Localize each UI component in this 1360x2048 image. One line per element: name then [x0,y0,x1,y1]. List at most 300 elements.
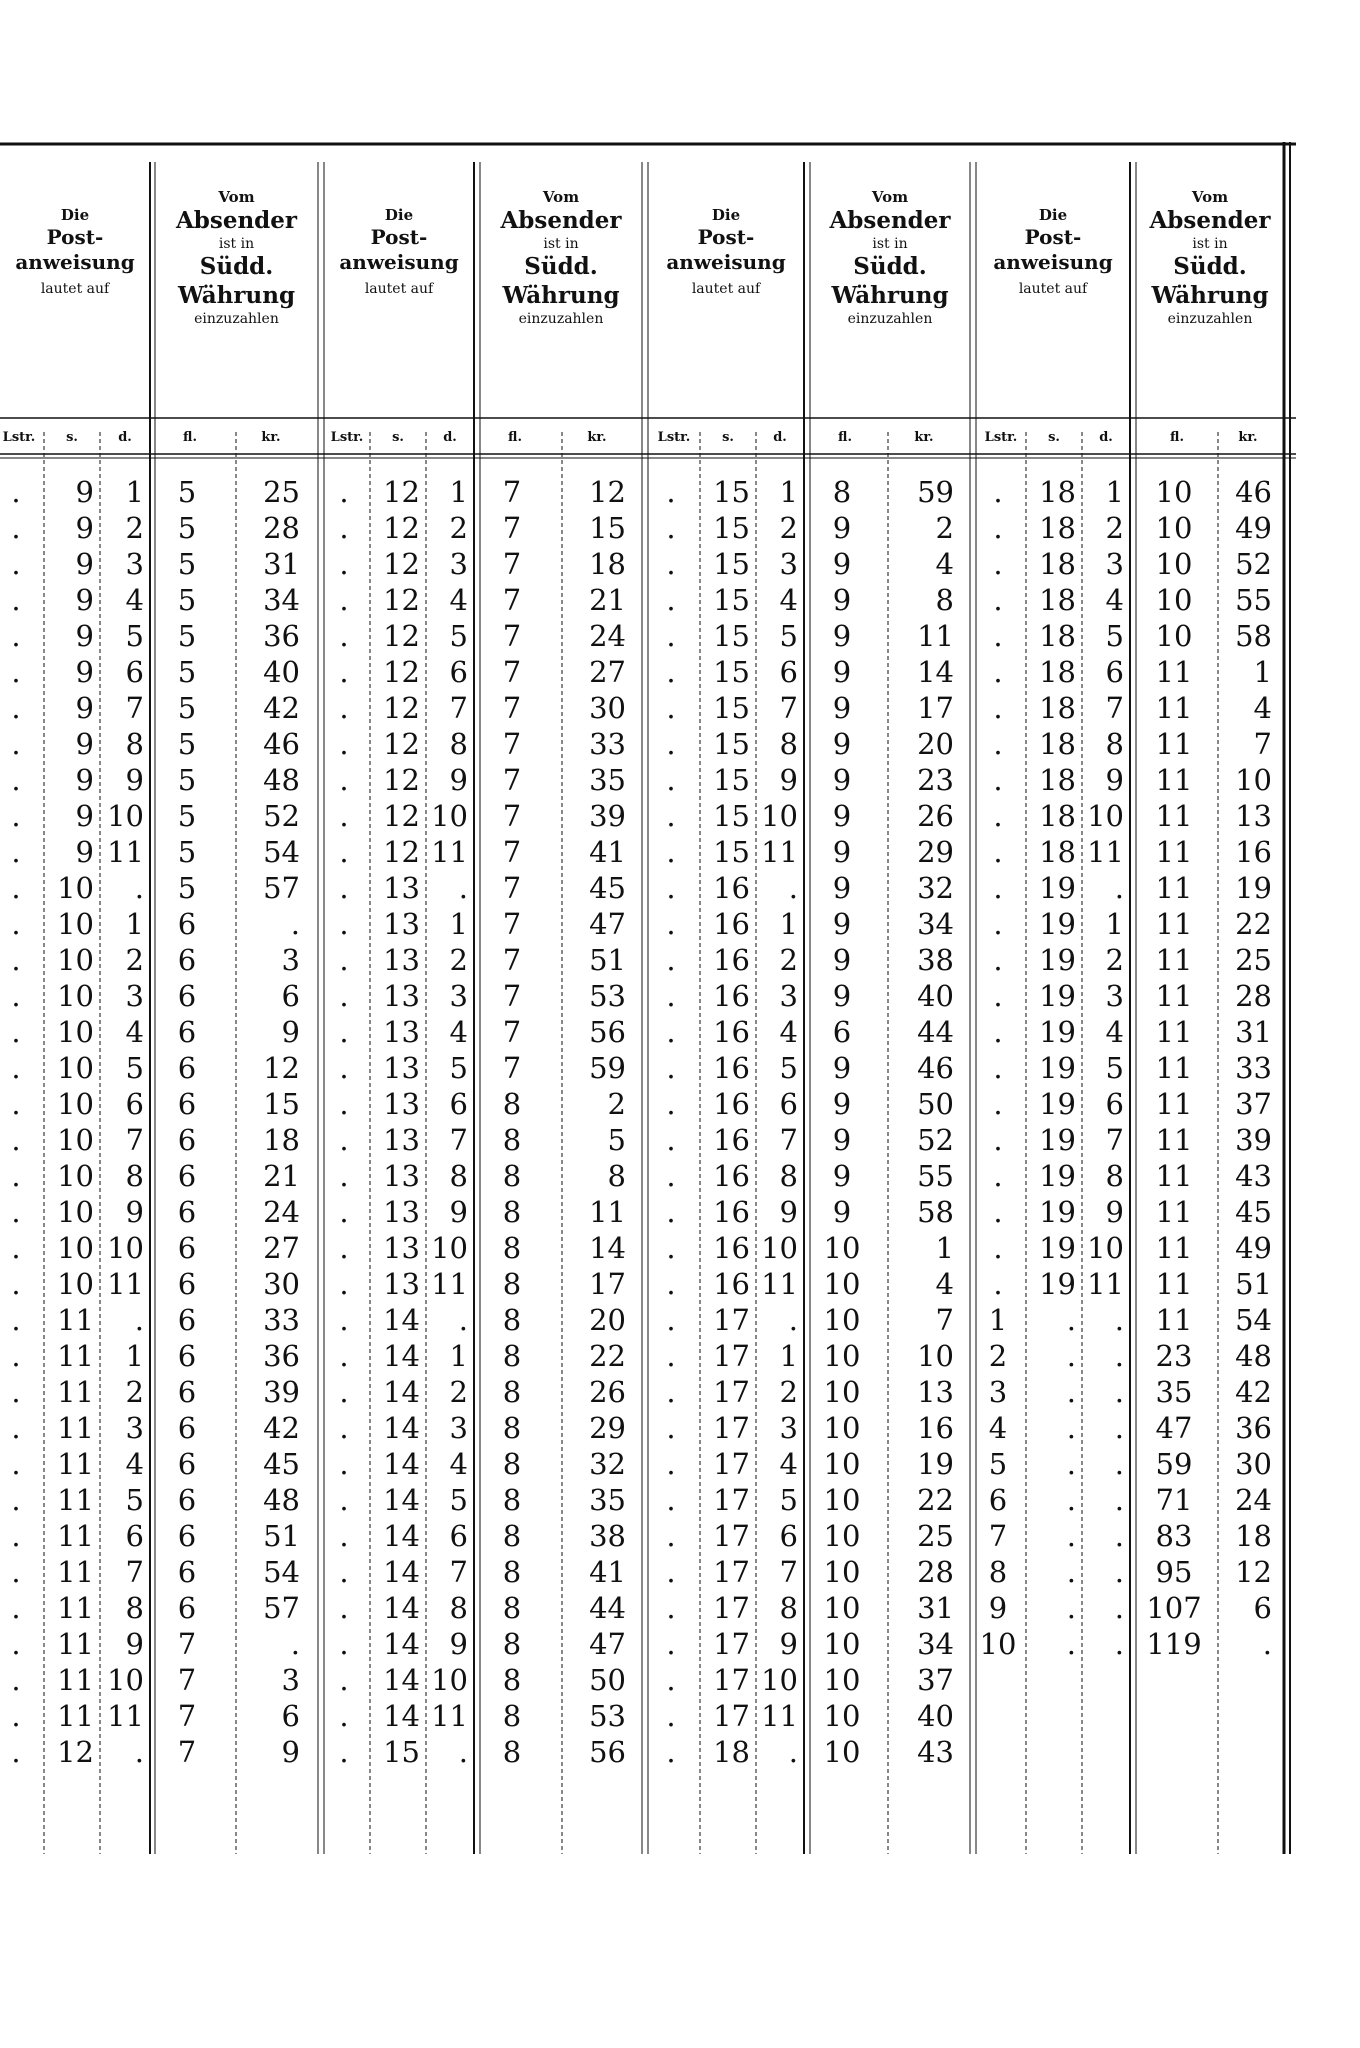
table-cell: . [666,1519,676,1553]
table-cell: 43 [917,1735,954,1769]
table-cell: 9 [1105,763,1124,797]
column-kr [236,474,300,1770]
table-cell: 4 [935,547,954,581]
table-cell: 39 [1235,1123,1272,1157]
table-cell: 11 [1155,1303,1193,1337]
table-cell: . [458,1303,468,1337]
unit-label-fl: fl. [838,430,852,445]
table-cell: 18 [1235,1519,1272,1553]
table-cell: 41 [589,835,626,869]
table-cell: . [339,1735,349,1769]
table-cell: . [1114,1627,1124,1661]
table-cell: . [666,691,676,725]
table-cell: 19 [1039,1159,1076,1193]
table-cell: 17 [713,1483,750,1517]
table-cell: 10 [761,799,798,833]
unit-label-fl: fl. [1170,430,1184,445]
table-cell [976,1662,1020,1698]
table-cell: 48 [263,1483,300,1517]
table-cell: . [339,1447,349,1481]
table-cell: 9 [832,1195,852,1229]
postanweisung-heading [324,206,474,298]
table-cell: 12 [589,475,626,509]
table-cell: 11 [761,835,798,869]
absender-line2: Absender [829,206,951,234]
table-cell: 16 [713,1159,750,1193]
table-cell: 11 [57,1375,94,1409]
table-cell: . [11,1051,21,1085]
unit-label-s: s. [1048,430,1060,445]
table-cell: 9 [449,1195,468,1229]
table-cell: 10 [823,1339,861,1373]
table-cell: . [11,1267,21,1301]
table-cell: 40 [263,655,300,689]
table-cell: . [788,1735,798,1769]
table-cell: 10 [823,1375,861,1409]
absender-heading [1136,188,1284,328]
table-cell: 10 [1155,511,1193,545]
table-cell: 24 [589,619,626,653]
table-cell: 8 [502,1087,522,1121]
table-cell: 14 [383,1627,420,1661]
table-cell: . [666,1627,676,1661]
table-cell: 11 [107,835,144,869]
table-cell: 10 [823,1231,861,1265]
table-cell: 7 [502,871,522,905]
table-cell: 11 [1155,799,1193,833]
table-cell: 5 [449,1483,468,1517]
table-cell: 12 [383,691,420,725]
table-cell: 27 [263,1231,300,1265]
table-cell: 9 [832,511,852,545]
unit-label-d: d. [443,430,457,445]
table-cell: . [993,475,1003,509]
table-cell: 7 [502,979,522,1013]
table-cell: 15 [713,691,750,725]
table-cell: . [1114,1339,1124,1373]
table-cell: 19 [1039,1267,1076,1301]
table-cell: . [339,655,349,689]
table-cell: 8 [125,1159,144,1193]
table-cell: 9 [832,547,852,581]
table-cell: 1 [988,1303,1008,1337]
table-cell: 6 [779,1087,798,1121]
unit-label-kr: kr. [1238,430,1258,445]
table-cell: 6 [281,979,300,1013]
absender-line6: einzuzahlen [194,310,279,327]
table-cell: 8 [502,1735,522,1769]
column-lstr [976,474,1020,1770]
unit-label-fl: fl. [183,430,197,445]
table-cell: 10 [57,1231,94,1265]
table-cell: . [11,1735,21,1769]
table-cell: 38 [589,1519,626,1553]
table-cell: 6 [832,1015,852,1049]
table-cell: 9 [832,943,852,977]
table-cell: 19 [1039,943,1076,977]
table-cell: 52 [917,1123,954,1157]
table-cell: . [134,1303,144,1337]
table-cell: 5 [779,1483,798,1517]
table-cell: 3 [281,1663,300,1697]
table-cell: 4 [125,1015,144,1049]
table-cell: 10 [57,1051,94,1085]
table-cell: . [134,871,144,905]
table-cell: 9 [1105,1195,1124,1229]
table-cell: 6 [177,1051,197,1085]
table-cell: . [788,1303,798,1337]
absender-line1: Vom [542,188,580,206]
table-cell: 11 [57,1699,94,1733]
column-fl [165,474,209,1770]
table-cell: 10 [823,1699,861,1733]
table-cell: 107 [1146,1591,1202,1625]
table-cell: 17 [713,1699,750,1733]
table-cell: 49 [1235,511,1272,545]
table-cell: 13 [383,1087,420,1121]
table-cell: 9 [832,979,852,1013]
table-cell: . [11,1411,21,1445]
table-cell: 18 [589,547,626,581]
table-cell: . [666,727,676,761]
table-cell: . [993,835,1003,869]
table-cell: . [1066,1627,1076,1661]
table-cell: 9 [125,1195,144,1229]
absender-line6: einzuzahlen [1167,310,1253,327]
table-cell: 16 [713,1195,750,1229]
table-cell: . [666,1447,676,1481]
table-cell: 26 [917,799,954,833]
table-cell: 4 [1105,583,1124,617]
table-cell: 10 [57,907,94,941]
table-cell: 18 [1039,727,1076,761]
table-cell: 10 [431,1231,468,1265]
table-cell: 9 [832,1159,852,1193]
table-cell: 9 [832,871,852,905]
postanweisung-line2: Post- [1024,224,1082,249]
table-cell: 10 [107,799,144,833]
table-cell: 21 [589,583,626,617]
absender-heading [810,188,970,328]
table-cell: 10 [823,1591,861,1625]
table-cell: 59 [589,1051,626,1085]
table-cell: . [339,1051,349,1085]
table-cell: 95 [1155,1555,1193,1589]
table-cell: . [11,1699,21,1733]
table-cell: 15 [263,1087,300,1121]
table-cell: 14 [383,1519,420,1553]
postanweisung-line4: lautet auf [1018,280,1088,297]
table-cell: . [666,1303,676,1337]
table-cell: 10 [431,799,468,833]
table-cell: 10 [57,1267,94,1301]
column-s [44,474,94,1770]
table-cell: 47 [589,1627,626,1661]
unit-label-d: d. [773,430,787,445]
table-cell: 7 [1105,1123,1124,1157]
table-cell: 15 [589,511,626,545]
table-cell: 11 [57,1591,94,1625]
table-cell: 10 [823,1735,861,1769]
table-cell: 11 [57,1411,94,1445]
table-cell: 10 [979,1627,1017,1661]
table-cell: . [666,1087,676,1121]
table-cell: 9 [125,763,144,797]
table-cell: 11 [1155,1015,1193,1049]
table-cell: . [339,1339,349,1373]
table-cell: 1 [449,907,468,941]
table-cell: 16 [713,1015,750,1049]
table-cell: 11 [57,1303,94,1337]
table-cell: 14 [589,1231,626,1265]
table-cell: 14 [383,1411,420,1445]
table-cell: 6 [1105,655,1124,689]
table-cell: . [666,1555,676,1589]
table-cell: 7 [449,691,468,725]
table-cell: . [339,835,349,869]
table-cell: 7 [502,691,522,725]
table-cell: 6 [177,979,197,1013]
table-cell: . [666,1339,676,1373]
table-cell: 2 [1105,511,1124,545]
table-cell: 14 [383,1339,420,1373]
table-cell: 6 [177,1483,197,1517]
table-cell: 16 [917,1411,954,1445]
table-cell: 2 [1105,943,1124,977]
table-cell: 11 [57,1447,94,1481]
table-cell: 7 [449,1123,468,1157]
table-cell: 56 [589,1015,626,1049]
table-cell: 1 [779,475,798,509]
table-cell: 15 [713,583,750,617]
table-cell: 7 [502,619,522,653]
table-cell: . [1066,1375,1076,1409]
table-cell: . [339,619,349,653]
table-cell: . [666,511,676,545]
absender-line2: Absender [175,206,298,234]
unit-label-lstr: Lstr. [984,430,1018,445]
table-cell: . [666,583,676,617]
table-cell: 5 [1105,619,1124,653]
table-cell: 14 [383,1375,420,1409]
table-cell: . [339,1483,349,1517]
table-cell: 8 [502,1339,522,1373]
table-cell: 57 [263,871,300,905]
table-cell: 8 [502,1303,522,1337]
table-cell: 7 [502,763,522,797]
table-cell: 15 [713,547,750,581]
table-cell: 8 [449,1591,468,1625]
table-cell: . [1114,1591,1124,1625]
postanweisung-line2: Post- [370,224,428,249]
table-cell: . [339,691,349,725]
table-cell: 7 [502,1051,522,1085]
table-cell: 6 [125,1519,144,1553]
table-cell: 8 [502,1267,522,1301]
table-cell: 6 [177,907,197,941]
table-cell: . [11,583,21,617]
table-cell: 31 [917,1591,954,1625]
table-cell: 9 [988,1591,1008,1625]
table-cell: 2 [779,511,798,545]
table-cell: . [11,511,21,545]
table-cell: 18 [1039,799,1076,833]
table-cell: 10 [823,1555,861,1589]
table-cell: 7 [502,727,522,761]
table-cell: 6 [177,943,197,977]
table-cell: 8 [502,1195,522,1229]
table-cell: 1 [779,907,798,941]
unit-label-kr: kr. [261,430,281,445]
table-cell: 5 [125,619,144,653]
table-cell: 12 [263,1051,300,1085]
table-cell: 5 [988,1447,1008,1481]
table-cell: 9 [75,727,94,761]
table-cell: 10 [57,1123,94,1157]
table-cell: 6 [177,1303,197,1337]
column-lstr [324,474,364,1770]
table-cell: 2 [125,943,144,977]
column-fl [1140,474,1208,1770]
table-cell: . [1114,1447,1124,1481]
table-cell: . [339,763,349,797]
table-cell: 14 [383,1699,420,1733]
table-cell: . [11,1087,21,1121]
table-cell: 44 [589,1591,626,1625]
table-cell: 8 [502,1555,522,1589]
table-cell: 56 [589,1735,626,1769]
table-cell: 6 [177,1267,197,1301]
table-cell: 1 [449,1339,468,1373]
table-cell: 44 [917,1015,954,1049]
table-cell: 17 [917,691,954,725]
table-cell: 11 [1155,1159,1193,1193]
table-cell: 10 [823,1411,861,1445]
table-cell: . [339,799,349,833]
table-cell: 9 [449,1627,468,1661]
table-cell: . [290,1627,300,1661]
table-cell: 6 [177,1087,197,1121]
column-fl [818,474,866,1770]
table-cell: 13 [383,1015,420,1049]
table-cell: 9 [75,835,94,869]
column-kr [1218,474,1272,1770]
table-cell: . [993,1195,1003,1229]
table-cell: 47 [589,907,626,941]
table-cell: 12 [383,763,420,797]
table-cell: 10 [57,871,94,905]
table-cell: 11 [1155,943,1193,977]
table-cell: 10 [431,1663,468,1697]
table-cell: . [666,871,676,905]
table-cell: 8 [607,1159,626,1193]
table-cell: 8 [502,1591,522,1625]
column-kr [888,474,954,1770]
table-cell: 26 [589,1375,626,1409]
table-cell: . [11,1483,21,1517]
table-cell: 17 [713,1339,750,1373]
table-cell: . [11,1159,21,1193]
table-cell [1026,1734,1076,1770]
table-cell: 28 [1235,979,1272,1013]
column-s [1026,474,1076,1770]
table-cell: 11 [761,1267,798,1301]
table-cell: 15 [713,763,750,797]
table-cell: . [339,1231,349,1265]
table-cell: 10 [107,1231,144,1265]
table-cell: 11 [1087,835,1124,869]
table-cell: 30 [263,1267,300,1301]
table-cell: . [666,1195,676,1229]
table-cell: 14 [917,655,954,689]
table-cell: 19 [1039,1051,1076,1085]
table-cell [1082,1698,1124,1734]
table-cell: 7 [502,943,522,977]
table-cell: . [666,619,676,653]
table-cell: 7 [1253,727,1272,761]
table-cell: 4 [125,1447,144,1481]
table-cell: . [11,1123,21,1157]
table-cell: 9 [832,655,852,689]
table-cell: 17 [713,1591,750,1625]
table-cell: 9 [832,727,852,761]
table-cell: 10 [1235,763,1272,797]
table-cell: 9 [281,1735,300,1769]
table-cell: 9 [125,1627,144,1661]
table-cell: 10 [823,1267,861,1301]
table-cell: . [339,475,349,509]
table-cell: 43 [1235,1159,1272,1193]
table-cell: 46 [1235,475,1272,509]
table-cell: 7 [502,655,522,689]
table-cell: . [339,1411,349,1445]
table-cell: 4 [988,1411,1008,1445]
table-cell: 18 [1039,511,1076,545]
table-cell: . [1066,1339,1076,1373]
table-cell: 53 [589,1699,626,1733]
table-cell: 47 [1155,1411,1193,1445]
table-cell: 12 [383,511,420,545]
table-cell: 8 [779,1591,798,1625]
table-cell: 45 [263,1447,300,1481]
table-cell: 36 [263,619,300,653]
table-cell: . [666,1411,676,1445]
table-cell: 32 [917,871,954,905]
table-cell: 18 [1039,655,1076,689]
postanweisung-line1: Die [711,206,741,224]
unit-label-fl: fl. [508,430,522,445]
table-cell: 6 [177,1411,197,1445]
table-cell: 12 [383,583,420,617]
table-cell: 10 [57,1195,94,1229]
table-cell: 39 [589,799,626,833]
table-cell: 11 [1155,763,1193,797]
absender-line5: Währung [831,281,949,309]
table-cell: . [1114,1483,1124,1517]
table-cell: 11 [57,1519,94,1553]
table-cell: 5 [177,835,197,869]
table-cell: 9 [779,763,798,797]
table-cell: 3 [779,547,798,581]
table-cell: 51 [589,943,626,977]
table-cell: 16 [713,1087,750,1121]
table-cell: 5 [779,1051,798,1085]
table-cell: 7 [125,1555,144,1589]
table-cell: 11 [589,1195,626,1229]
table-cell: 4 [449,1015,468,1049]
table-cell: . [993,799,1003,833]
table-cell: 17 [713,1663,750,1697]
